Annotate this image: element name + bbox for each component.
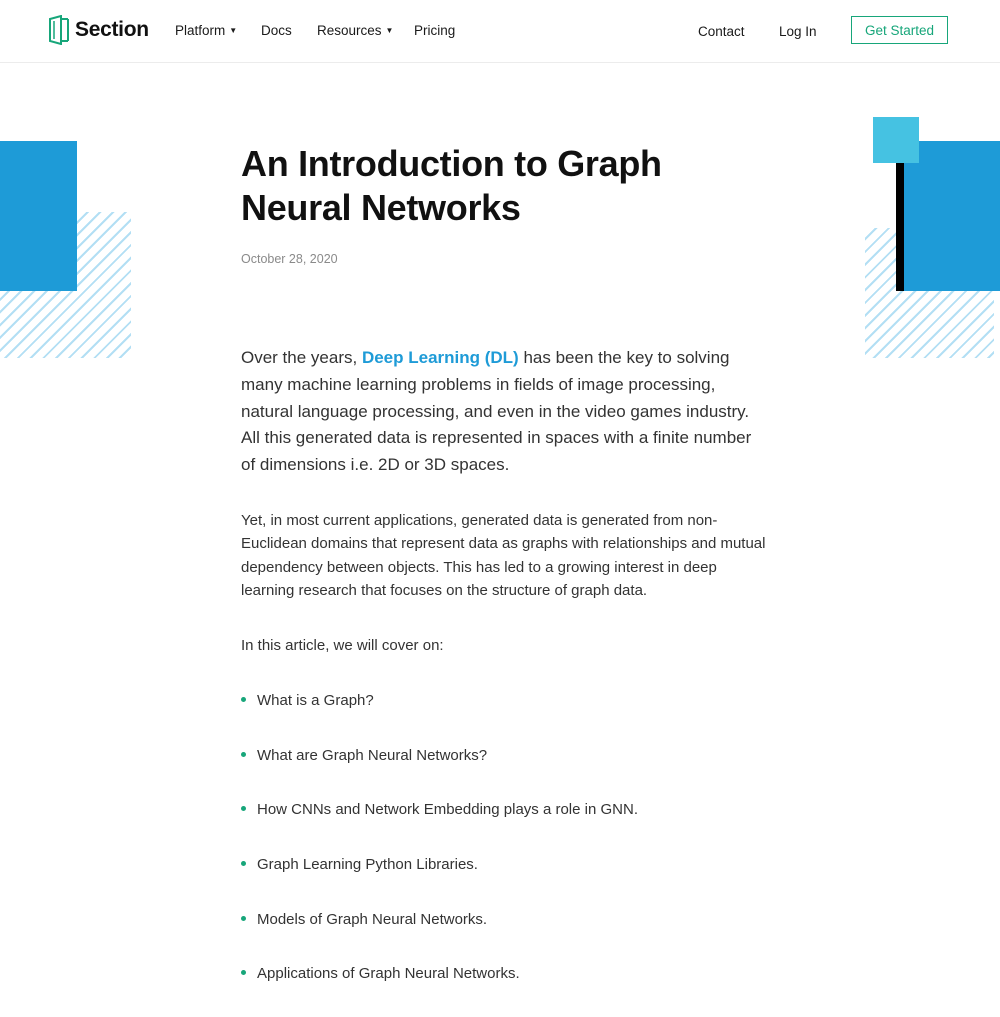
topic-list	[241, 689, 638, 1017]
light-blue-square	[873, 117, 919, 163]
caret-down-icon: ▼	[229, 26, 238, 35]
nav-platform-label: Platform	[175, 23, 226, 38]
bullet-dot-icon	[241, 970, 246, 975]
list-item-text: Graph Learning Python Libraries.	[257, 856, 478, 874]
nav-contact[interactable]: Contact	[698, 24, 745, 39]
nav-docs[interactable]	[261, 23, 292, 38]
article-title: An Introduction to Graph Neural Networks	[241, 143, 662, 228]
bullet-dot-icon	[241, 916, 246, 921]
intro-text-end: has been the key to solving many machine learning problems in fields of image processing, natural language processing, and even in the video games industry. All this generated data is represented in spaces with a finite number of dimensions i.e. 2D or 3D spaces.	[241, 348, 752, 475]
list-item-text: How CNNs and Network Embedding plays a role in GNN.	[257, 801, 638, 819]
brand-name: Section	[75, 18, 149, 41]
list-item-text: What are Graph Neural Networks?	[257, 746, 488, 764]
list-item	[241, 689, 638, 744]
list-item-text: What is a Graph?	[257, 692, 374, 709]
bullet-dot-icon	[241, 697, 246, 702]
site-header	[0, 0, 1000, 63]
blue-block-left	[0, 141, 77, 291]
article-date: October 28, 2020	[241, 252, 338, 266]
list-item	[241, 744, 638, 799]
cover-intro: In this article, we will cover on:	[241, 637, 444, 654]
context-paragraph: Yet, in most current applications, generated data is generated from non-Euclidean domains that represent data as graphs with relationships and mutual dependency between objects. This has led to a growing interest in deep learning research that focuses on the structure of graph data.	[241, 512, 766, 599]
bullet-dot-icon	[241, 861, 246, 866]
bullet-dot-icon	[241, 752, 246, 757]
section-logo-icon	[49, 15, 69, 45]
bullet-dot-icon	[241, 806, 246, 811]
nav-pricing-label: Pricing	[414, 23, 456, 38]
list-item-text: Models of Graph Neural Networks.	[257, 910, 488, 928]
deep-learning-link[interactable]: Deep Learning (DL)	[361, 348, 519, 367]
nav-resources-label: Resources	[317, 23, 382, 38]
list-item	[241, 908, 638, 963]
black-bar	[896, 160, 904, 291]
nav-login[interactable]: Log In	[779, 24, 817, 39]
list-item	[241, 798, 638, 853]
get-started-button[interactable]: Get Started	[851, 16, 948, 44]
nav-resources[interactable]	[317, 23, 393, 38]
caret-down-icon: ▼	[385, 26, 394, 35]
intro-paragraph	[241, 345, 766, 479]
list-item	[241, 853, 638, 908]
list-item-text: Applications of Graph Neural Networks.	[257, 965, 520, 983]
intro-text-start: Over the years,	[241, 348, 362, 367]
list-item	[241, 962, 638, 1017]
brand-logo[interactable]	[49, 14, 149, 46]
nav-docs-label: Docs	[261, 23, 292, 38]
blue-block-right	[904, 141, 1000, 291]
nav-platform[interactable]	[175, 23, 237, 38]
nav-pricing[interactable]	[414, 23, 455, 38]
